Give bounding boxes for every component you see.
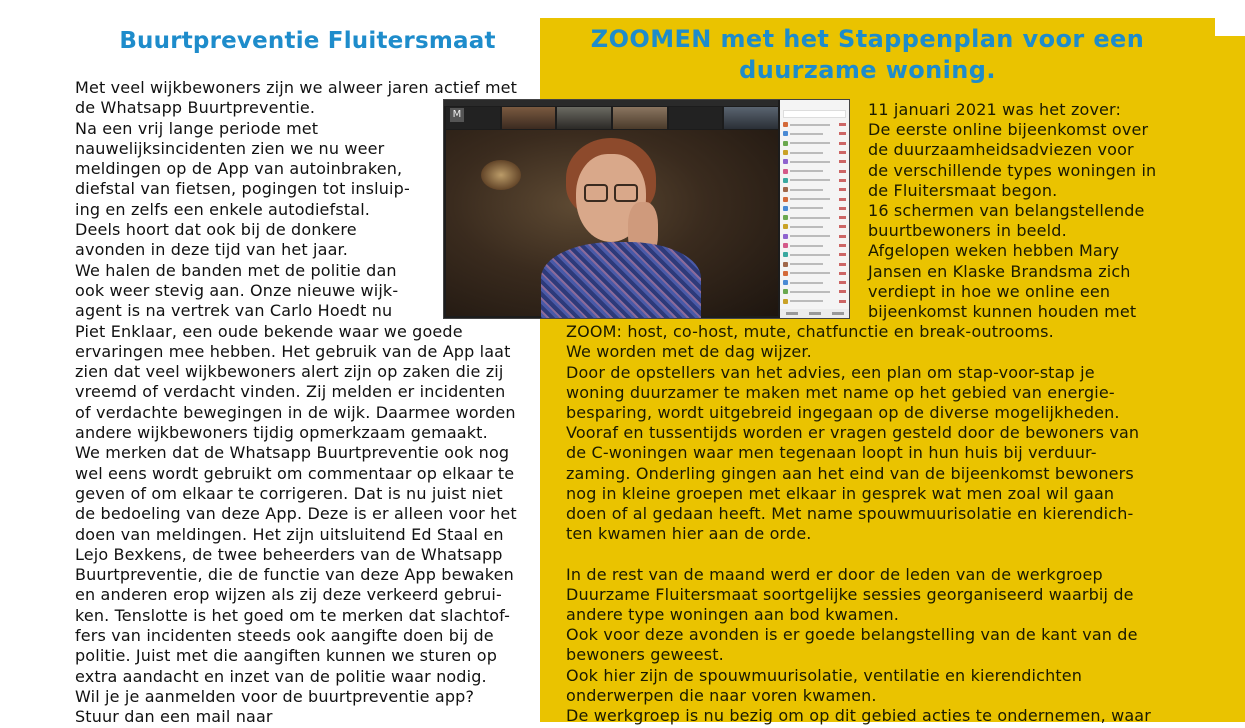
right-text-line: Afgelopen weken hebben Mary xyxy=(868,241,1120,261)
mic-camera-icon xyxy=(839,253,846,256)
left-text-line: Met veel wijkbewoners zijn we alweer jaren actief met xyxy=(75,78,518,97)
participant-row xyxy=(780,213,849,222)
participant-avatar-icon xyxy=(783,131,788,136)
participant-row xyxy=(780,269,849,278)
left-text-line: ervaringen mee hebben. Het gebruik van de App laat xyxy=(75,341,511,361)
panel-corner xyxy=(1215,18,1245,36)
left-text-line: We merken dat de Whatsapp Buurtpreventie ook nog xyxy=(75,443,510,463)
left-text-line: nauwelijksincidenten zien we nu weer xyxy=(75,138,385,158)
participant-row xyxy=(780,194,849,203)
mic-camera-icon xyxy=(839,198,846,201)
right-text-line: buurtbewoners in beeld. xyxy=(868,221,1067,241)
participant-name-bar xyxy=(790,198,830,200)
participant-name-bar xyxy=(790,300,823,302)
zoom-titlebar xyxy=(444,100,778,106)
right-text-line: 11 januari 2021 was het zover: xyxy=(868,100,1122,119)
participant-name-bar xyxy=(790,263,823,265)
right-text-line: onderwerpen die naar voren kwamen. xyxy=(566,685,877,705)
left-text-line: We halen de banden met de politie dan xyxy=(75,260,397,280)
right-text-line: de Fluitersmaat begon. xyxy=(868,180,1058,200)
right-text-line: de duurzaamheidsadviezen voor xyxy=(868,140,1134,160)
left-text-line: vreemd of verdacht vinden. Zij melden er incidenten xyxy=(75,382,506,402)
participant-avatar-icon xyxy=(783,178,788,183)
lamp-shape xyxy=(481,160,521,190)
participant-avatar-icon xyxy=(783,243,788,248)
right-text-line: doen of al gedaan heeft. Met name spouwmuurisolatie en kierendich- xyxy=(566,504,1134,524)
participant-thumbnail xyxy=(724,107,778,129)
right-text-line: De eerste online bijeenkomst over xyxy=(868,120,1149,140)
participant-row xyxy=(780,250,849,259)
participant-name-bar xyxy=(790,152,823,154)
right-title-line-2: duurzame woning. xyxy=(739,56,996,84)
right-text-line: In de rest van de maand werd er door de leden van de werkgroep xyxy=(566,564,1103,584)
right-text-line: de verschillende types woningen in xyxy=(868,160,1157,180)
participant-name-bar xyxy=(790,124,830,126)
mic-camera-icon xyxy=(839,290,846,293)
participant-name-bar xyxy=(790,207,823,209)
mic-camera-icon xyxy=(839,244,846,247)
participant-row xyxy=(780,166,849,175)
participant-row xyxy=(780,241,849,250)
participant-row xyxy=(780,204,849,213)
right-text-line: We worden met de dag wijzer. xyxy=(566,342,812,362)
left-text-line: extra aandacht en inzet van de politie waar nodig. xyxy=(75,666,487,686)
left-text-line: avonden in deze tijd van het jaar. xyxy=(75,240,349,260)
mic-camera-icon xyxy=(839,179,846,182)
participant-name-bar xyxy=(790,161,830,163)
right-text-line: besparing, wordt uitgebreid ingegaan op de diverse mogelijkheden. xyxy=(566,403,1120,423)
left-text-line: Wil je je aanmelden voor de buurtpreventie app? xyxy=(75,686,475,706)
right-text-line: Door de opstellers van het advies, een plan om stap-voor-stap je xyxy=(566,362,1095,382)
left-text-line: ook weer stevig aan. Onze nieuwe wijk- xyxy=(75,280,399,300)
right-text-line: Ook hier zijn de spouwmuurisolatie, ventilatie en kierendichten xyxy=(566,665,1083,685)
left-text-line: politie. Juist met die aangiften kunnen we sturen op xyxy=(75,646,498,666)
participant-row xyxy=(780,148,849,157)
participant-initial-tile: M xyxy=(450,108,464,122)
left-text-line: fers van incidenten steeds ook aangifte doen bij de xyxy=(75,626,494,646)
speaker-body-shape xyxy=(541,242,701,319)
right-text-line: de C-woningen waar men tegenaan loopt in hun huis bij verduur- xyxy=(566,443,1097,463)
right-text-line: bijeenkomst kunnen houden met xyxy=(868,302,1137,322)
mic-camera-icon xyxy=(839,272,846,275)
mic-camera-icon xyxy=(839,123,846,126)
speaker-video xyxy=(446,130,778,316)
participant-row xyxy=(780,176,849,185)
right-text-line: Jansen en Klaske Brandsma zich xyxy=(868,261,1131,281)
participants-list xyxy=(780,120,849,306)
panel-button xyxy=(786,312,798,315)
participant-name-bar xyxy=(790,179,830,181)
participant-name-bar xyxy=(790,291,830,293)
participant-name-bar xyxy=(790,133,823,135)
left-article-title: Buurtpreventie Fluitersmaat xyxy=(119,28,496,54)
participant-thumbnails xyxy=(446,107,778,129)
left-text-line: ing en zelfs een enkele autodiefstal. xyxy=(75,199,371,219)
participant-thumbnail xyxy=(557,107,611,129)
left-text-line: diefstal van fietsen, pogingen tot insluip- xyxy=(75,179,410,199)
right-text-line: ten kwamen hier aan de orde. xyxy=(566,524,812,544)
participant-row xyxy=(780,287,849,296)
mic-camera-icon xyxy=(839,225,846,228)
participant-name-bar xyxy=(790,226,823,228)
participant-thumbnail xyxy=(613,107,667,129)
right-text-line: 16 schermen van belangstellende xyxy=(868,201,1145,221)
participant-avatar-icon xyxy=(783,280,788,285)
left-text-line: en anderen erop wijzen als zij deze verkeerd gebrui- xyxy=(75,585,502,605)
right-text-line: bewoners geweest. xyxy=(566,645,724,665)
participant-avatar-icon xyxy=(783,122,788,127)
left-text-line: ken. Tenslotte is het goed om te merken dat slachtof- xyxy=(75,605,511,625)
participant-avatar-icon xyxy=(783,271,788,276)
left-text-line: Piet Enklaar, een oude bekende waar we goede xyxy=(75,321,463,341)
right-title-line-1: ZOOMEN met het Stappenplan voor een xyxy=(590,25,1145,53)
mic-camera-icon xyxy=(839,263,846,266)
participant-row xyxy=(780,139,849,148)
left-text-line: doen van meldingen. Het zijn uitsluitend Ed Staal en xyxy=(75,524,504,544)
right-text-line: Ook voor deze avonden is er goede belangstelling van de kant van de xyxy=(566,625,1138,645)
left-text-line: Deels hoort dat ook bij de donkere xyxy=(75,220,357,240)
mic-camera-icon xyxy=(839,160,846,163)
participant-avatar-icon xyxy=(783,224,788,229)
participant-row xyxy=(780,259,849,268)
participant-avatar-icon xyxy=(783,215,788,220)
participants-panel-header xyxy=(780,100,849,110)
participant-row xyxy=(780,222,849,231)
participant-name-bar xyxy=(790,217,830,219)
left-text-line: agent is na vertrek van Carlo Hoedt nu xyxy=(75,301,393,321)
mic-camera-icon xyxy=(839,235,846,238)
mic-camera-icon xyxy=(839,132,846,135)
right-text-line: Duurzame Fluitersmaat soortgelijke sessies georganiseerd waarbij de xyxy=(566,584,1134,604)
participant-avatar-icon xyxy=(783,150,788,155)
mic-camera-icon xyxy=(839,170,846,173)
right-text-line: De werkgroep is nu bezig om op dit gebied acties te ondernemen, waar xyxy=(566,706,1151,726)
mic-camera-icon xyxy=(839,216,846,219)
left-text-line: geven of om elkaar te corrigeren. Dat is nu juist niet xyxy=(75,483,503,503)
participant-avatar-icon xyxy=(783,262,788,267)
left-text-line: of verdachte bewegingen in de wijk. Daarmee worden xyxy=(75,402,516,422)
left-text-line: zien dat veel wijkbewoners alert zijn op zaken die zij xyxy=(75,362,504,382)
participant-row xyxy=(780,157,849,166)
participant-avatar-icon xyxy=(783,169,788,174)
participant-row xyxy=(780,278,849,287)
participant-avatar-icon xyxy=(783,289,788,294)
right-text-line: Vooraf en tussentijds worden er vragen gesteld door de bewoners van xyxy=(566,423,1140,443)
right-text-line: woning duurzamer te maken met name op het gebied van energie- xyxy=(566,382,1115,402)
participant-name-bar xyxy=(790,235,830,237)
left-text-line: Na een vrij lange periode met xyxy=(75,118,319,138)
participant-thumbnail xyxy=(669,107,723,129)
participant-avatar-icon xyxy=(783,141,788,146)
participant-thumbnail xyxy=(502,107,556,129)
participant-name-bar xyxy=(790,189,823,191)
participant-name-bar xyxy=(790,170,823,172)
right-text-line: zaming. Onderling gingen aan het eind van de bijeenkomst bewoners xyxy=(566,463,1134,483)
participant-name-bar xyxy=(790,272,830,274)
participant-avatar-icon xyxy=(783,234,788,239)
participant-name-bar xyxy=(790,282,823,284)
participant-row xyxy=(780,232,849,241)
left-text-line: Stuur dan een mail naar xyxy=(75,707,273,727)
left-text-line: Buurtpreventie, die de functie van deze App bewaken xyxy=(75,565,514,585)
right-text-line: andere type woningen aan bod kwamen. xyxy=(566,605,899,625)
left-text-line: wel eens wordt gebruikt om commentaar op elkaar te xyxy=(75,463,515,483)
participant-avatar-icon xyxy=(783,299,788,304)
left-text-line: de bedoeling van deze App. Deze is er alleen voor het xyxy=(75,504,517,524)
left-text-line: andere wijkbewoners tijdig opmerkzaam gemaakt. xyxy=(75,423,488,443)
right-text-line: verdiept in hoe we online een xyxy=(868,281,1111,301)
participant-avatar-icon xyxy=(783,159,788,164)
participants-search xyxy=(783,110,846,118)
participant-name-bar xyxy=(790,142,830,144)
glasses-shape xyxy=(584,184,608,202)
participant-thumbnail xyxy=(446,107,500,129)
participant-avatar-icon xyxy=(783,252,788,257)
right-text-line: ZOOM: host, co-host, mute, chatfunctie en break-outrooms. xyxy=(566,322,1054,342)
mic-camera-icon xyxy=(839,188,846,191)
panel-button xyxy=(832,312,844,315)
mic-camera-icon xyxy=(839,281,846,284)
participant-name-bar xyxy=(790,254,830,256)
left-text-line: meldingen op de App van autoinbraken, xyxy=(75,159,403,179)
participants-panel xyxy=(780,100,849,318)
participants-panel-footer xyxy=(780,309,849,318)
left-text-line: de Whatsapp Buurtpreventie. xyxy=(75,98,316,118)
mic-camera-icon xyxy=(839,142,846,145)
participant-avatar-icon xyxy=(783,206,788,211)
panel-button xyxy=(809,312,821,315)
paragraph-gap xyxy=(566,544,1226,564)
right-article-title xyxy=(540,24,1195,86)
glasses-shape xyxy=(614,184,638,202)
participant-row xyxy=(780,185,849,194)
participant-avatar-icon xyxy=(783,197,788,202)
participant-avatar-icon xyxy=(783,187,788,192)
participant-row xyxy=(780,129,849,138)
zoom-meeting-image xyxy=(443,99,850,319)
participant-row xyxy=(780,297,849,306)
participant-name-bar xyxy=(790,245,823,247)
mic-camera-icon xyxy=(839,151,846,154)
mic-camera-icon xyxy=(839,207,846,210)
left-text-line: Lejo Bexkens, de twee beheerders van de Whatsapp xyxy=(75,544,503,564)
participant-row xyxy=(780,120,849,129)
right-text-line: nog in kleine groepen met elkaar in gesprek wat men zoal wil gaan xyxy=(566,483,1115,503)
mic-camera-icon xyxy=(839,300,846,303)
